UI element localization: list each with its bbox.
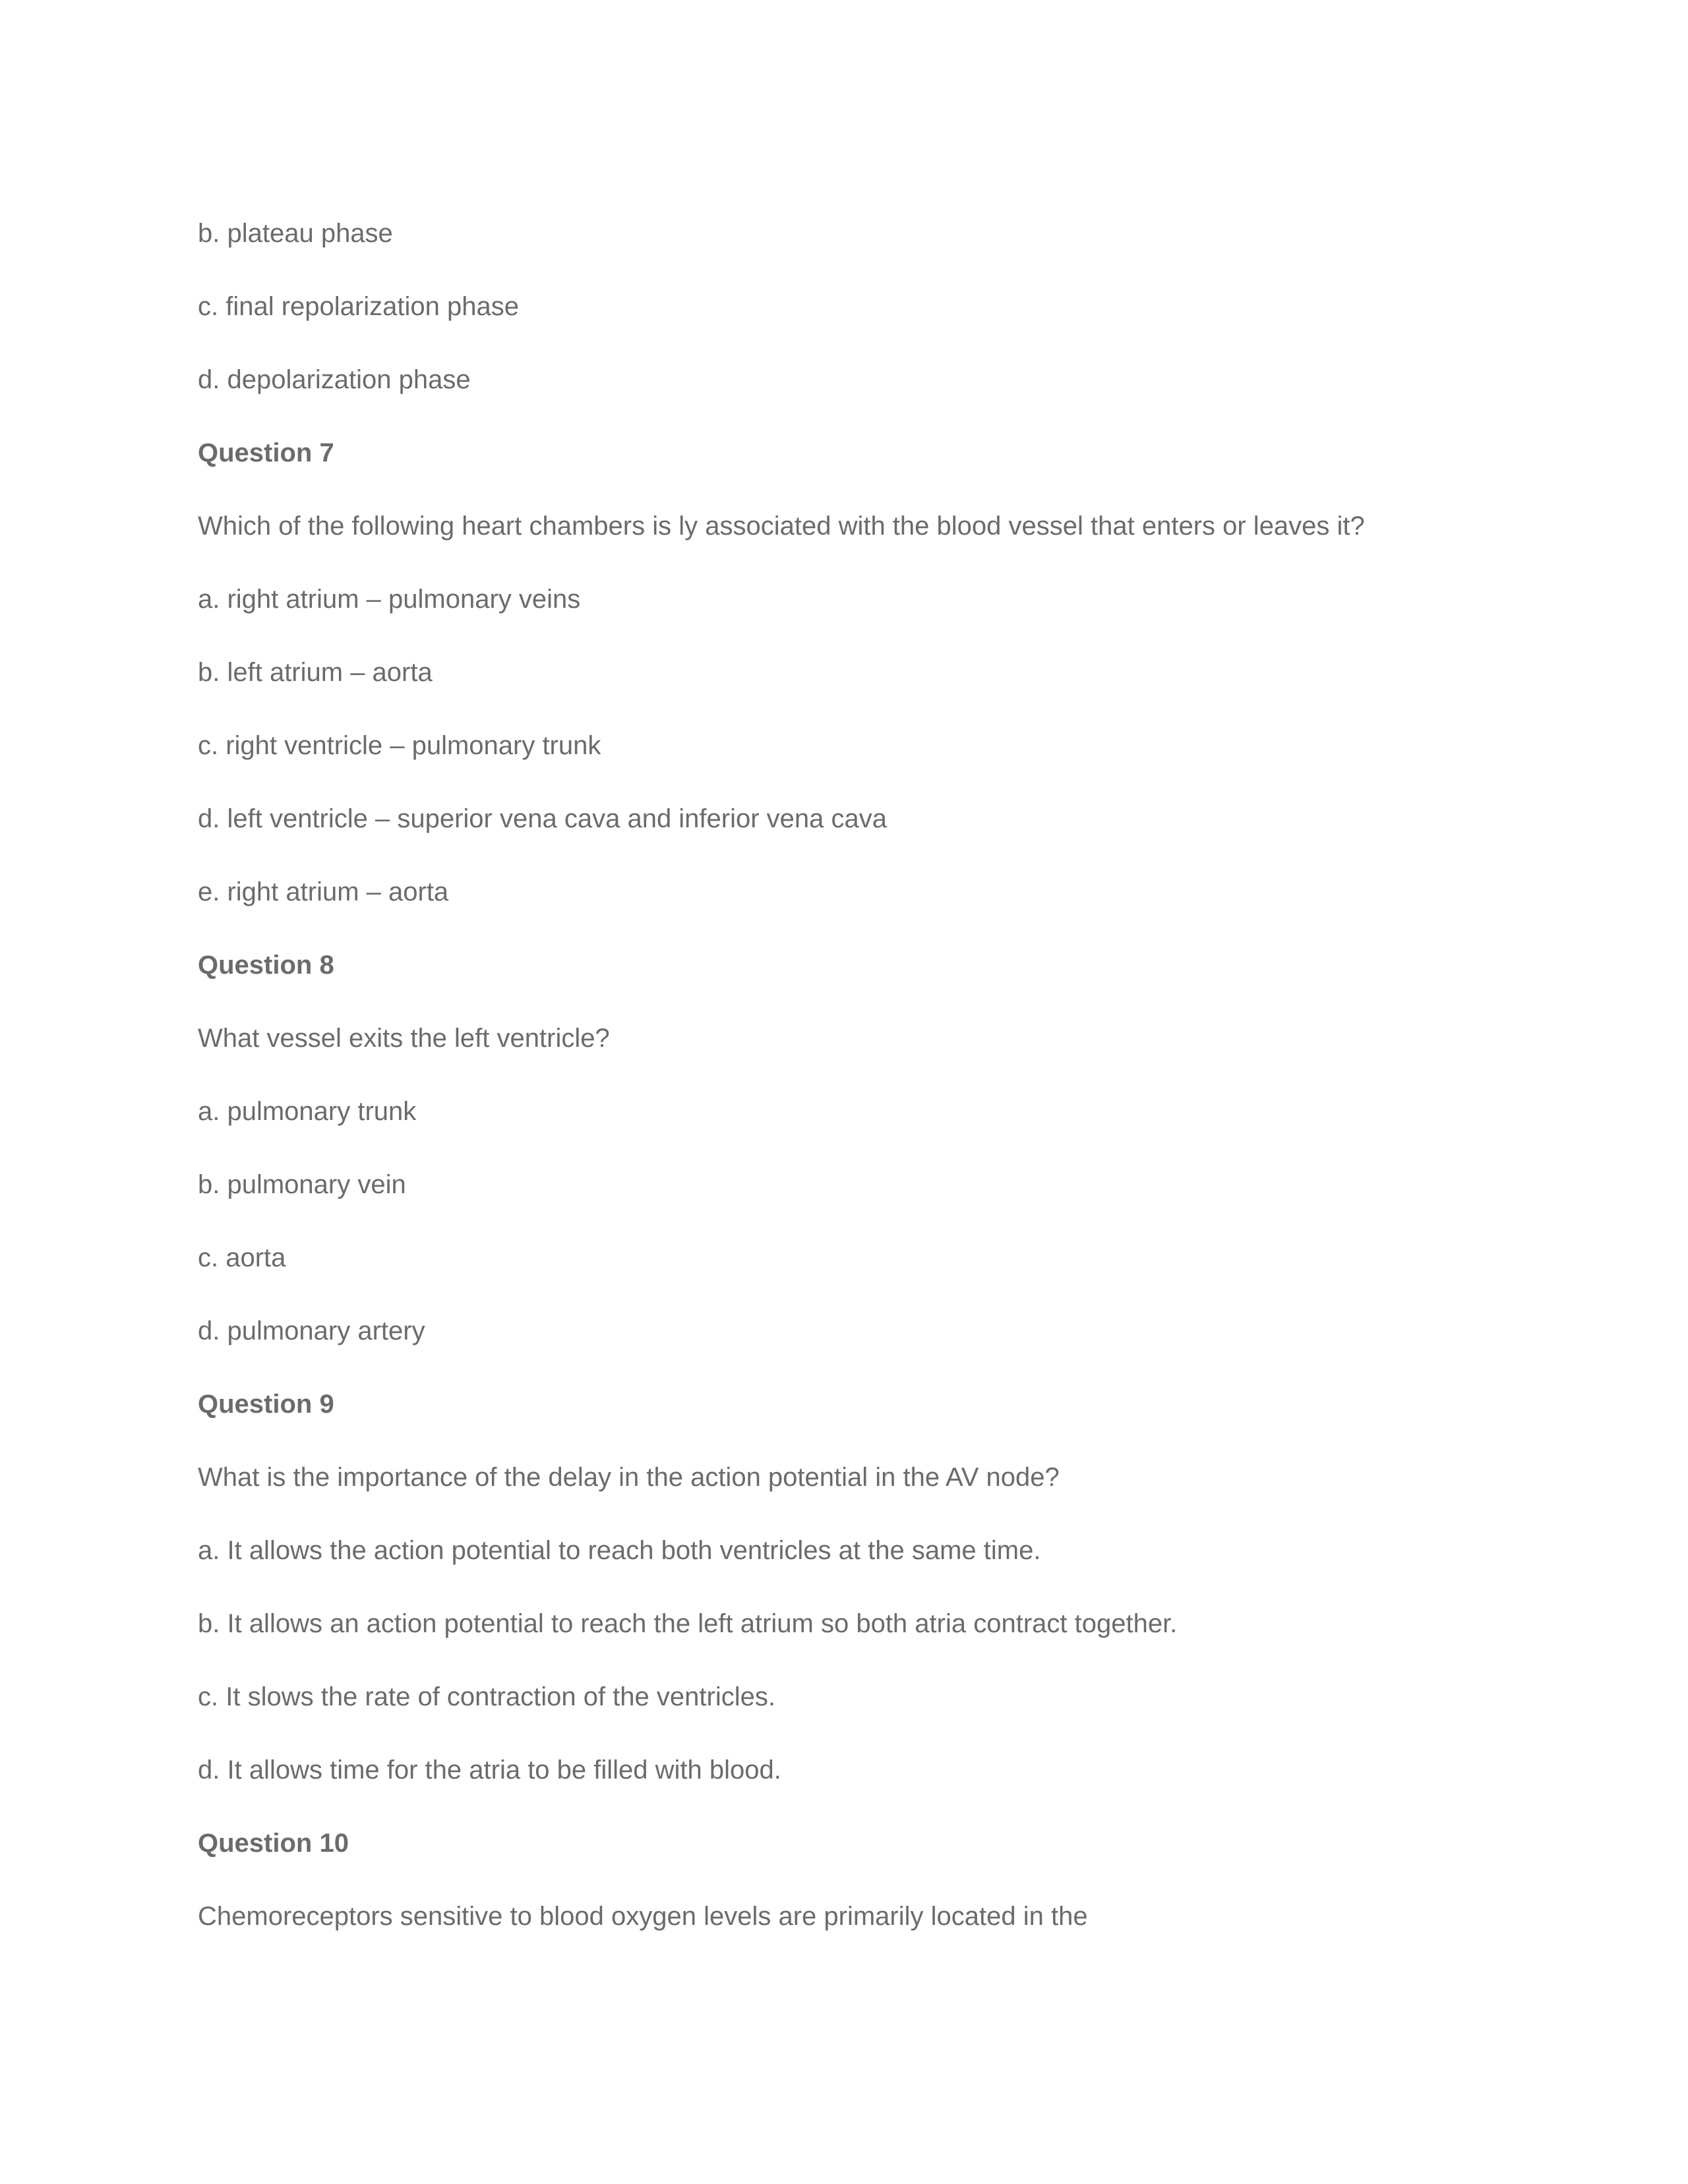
option-a-q9: a. It allows the action potential to reach both ventricles at the same time. <box>198 1536 1041 1565</box>
option-b-q6: b. plateau phase <box>198 219 393 248</box>
option-a-q7: a. right atrium – pulmonary veins <box>198 585 581 614</box>
question-8-prompt: What vessel exits the left ventricle? <box>198 1024 610 1053</box>
question-7-heading: Question 7 <box>198 438 334 467</box>
question-10-prompt: Chemoreceptors sensitive to blood oxygen levels are primarily located in the <box>198 1902 1088 1931</box>
option-c-q8: c. aorta <box>198 1243 286 1272</box>
question-10-heading: Question 10 <box>198 1829 349 1858</box>
option-b-q7: b. left atrium – aorta <box>198 658 433 687</box>
option-d-q9: d. It allows time for the atria to be filled with blood. <box>198 1756 781 1785</box>
question-7-prompt: Which of the following heart chambers is ly associated with the blood vessel that enters or leaves it? <box>198 512 1365 541</box>
option-b-q9: b. It allows an action potential to reach the left atrium so both atria contract together. <box>198 1609 1178 1638</box>
option-d-q8: d. pulmonary artery <box>198 1316 425 1345</box>
page-content <box>198 214 1517 1970</box>
option-d-q7: d. left ventricle – superior vena cava and inferior vena cava <box>198 804 888 833</box>
question-8-heading: Question 8 <box>198 951 334 980</box>
option-b-q8: b. pulmonary vein <box>198 1170 406 1199</box>
question-9-prompt: What is the importance of the delay in the action potential in the AV node? <box>198 1463 1060 1492</box>
option-d-q6: d. depolarization phase <box>198 365 471 394</box>
option-a-q8: a. pulmonary trunk <box>198 1097 417 1126</box>
option-c-q6: c. final repolarization phase <box>198 292 519 321</box>
question-9-heading: Question 9 <box>198 1390 334 1419</box>
option-c-q9: c. It slows the rate of contraction of the ventricles. <box>198 1682 775 1711</box>
option-e-q7: e. right atrium – aorta <box>198 877 449 906</box>
option-c-q7: c. right ventricle – pulmonary trunk <box>198 731 601 760</box>
